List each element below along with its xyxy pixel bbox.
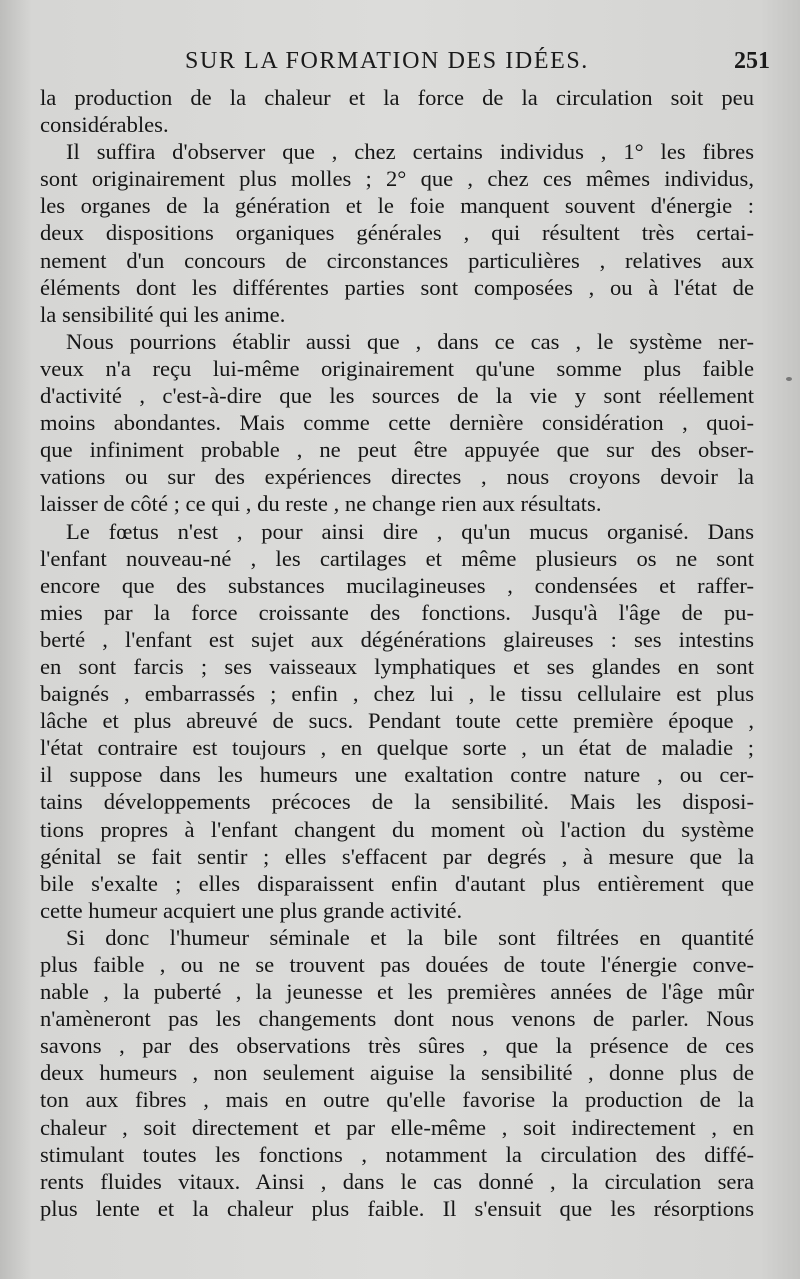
body-text xyxy=(40,84,754,1222)
text-line: d'activité , c'est-à-dire que les sources de la vie y sont réellement xyxy=(40,383,754,409)
text-line: la sensibilité qui les anime. xyxy=(40,301,286,327)
running-title: SUR LA FORMATION DES IDÉES. xyxy=(185,48,589,74)
text-line: l'état contraire est toujours , en quelque sorte , un état de maladie ; xyxy=(40,735,754,761)
text-line: laisser de côté ; ce qui , du reste , ne change rien aux résultats. xyxy=(40,491,602,517)
text-line: il suppose dans les humeurs une exaltation contre nature , ou cer- xyxy=(40,762,754,788)
text-line: nement d'un concours de circonstances particulières , relatives aux xyxy=(40,247,754,273)
text-line: bile s'exalte ; elles disparaissent enfin d'autant plus entièrement que xyxy=(40,870,754,896)
text-line: plus faible , ou ne se trouvent pas douées de toute l'énergie conve- xyxy=(40,952,754,977)
text-line: la production de la chaleur et la force de la circulation soit peu xyxy=(40,85,754,110)
text-line: génital se fait sentir ; elles s'effacent par degrés , à mesure que la xyxy=(40,843,754,869)
paragraph xyxy=(40,84,754,138)
text-line: n'amèneront pas les changements dont nous venons de parler. Nous xyxy=(40,1006,754,1032)
text-line: sont originairement plus molles ; 2° que , chez ces mêmes individus, xyxy=(40,166,754,192)
text-line: encore que des substances mucilagineuses , condensées et raffer- xyxy=(40,572,754,598)
text-line: moins abondantes. Mais comme cette dernière considération , quoi- xyxy=(40,410,754,436)
text-line: lâche et plus abreuvé de sucs. Pendant toute cette première époque , xyxy=(40,708,754,734)
margin-speck xyxy=(786,377,792,381)
text-line: éléments dont les différentes parties sont composées , ou à l'état de xyxy=(40,274,754,300)
text-line: tains développements précoces de la sensibilité. Mais les disposi- xyxy=(40,789,754,815)
paragraph xyxy=(40,328,754,518)
text-line: Si donc l'humeur séminale et la bile sont filtrées en quantité xyxy=(66,924,754,950)
text-line: rents fluides vitaux. Ainsi , dans le cas donné , la circulation sera xyxy=(40,1168,754,1194)
text-line: veux n'a reçu lui-même originairement qu'une somme plus faible xyxy=(40,355,754,381)
text-line: cette humeur acquiert une plus grande activité. xyxy=(40,897,463,923)
paragraph xyxy=(40,924,754,1222)
text-line: ton aux fibres , mais en outre qu'elle favorise la production de la xyxy=(40,1087,754,1113)
text-line: considérables. xyxy=(40,112,169,138)
page-header xyxy=(40,44,770,80)
text-line: Il suffira d'observer que , chez certains individus , 1° les fibres xyxy=(66,139,754,165)
page-number: 251 xyxy=(734,48,770,74)
text-line: chaleur , soit directement et par elle-même , soit indirectement , en xyxy=(40,1114,754,1140)
text-line: que infiniment probable , ne peut être appuyée que sur des obser- xyxy=(40,437,754,463)
text-line: baignés , embarrassés ; enfin , chez lui , le tissu cellulaire est plus xyxy=(40,681,754,707)
text-line: stimulant toutes les fonctions , notamment la circulation des diffé- xyxy=(40,1141,754,1167)
paragraph xyxy=(40,138,754,328)
text-line: Nous pourrions établir aussi que , dans ce cas , le système ner- xyxy=(66,328,754,354)
text-line: plus lente et la chaleur plus faible. Il s'ensuit que les résorptions xyxy=(40,1195,754,1221)
text-line: en sont farcis ; ses vaisseaux lymphatiques et ses glandes en sont xyxy=(40,653,754,679)
text-line: les organes de la génération et le foie manquent souvent d'énergie : xyxy=(40,193,754,219)
text-line: tions propres à l'enfant changent du moment où l'action du système xyxy=(40,816,754,842)
text-line: nable , la puberté , la jeunesse et les premières années de l'âge mûr xyxy=(40,979,754,1005)
text-line: deux humeurs , non seulement aiguise la sensibilité , donne plus de xyxy=(40,1060,754,1086)
text-line: vations ou sur des expériences directes , nous croyons devoir la xyxy=(40,464,754,490)
text-line: deux dispositions organiques générales , qui résultent très certai- xyxy=(40,220,754,246)
text-line: berté , l'enfant est sujet aux dégénérations glaireuses : ses intestins xyxy=(40,626,754,652)
text-line: savons , par des observations très sûres , que la présence de ces xyxy=(40,1033,754,1059)
paragraph xyxy=(40,518,754,924)
text-line: Le fœtus n'est , pour ainsi dire , qu'un mucus organisé. Dans xyxy=(66,518,754,544)
text-line: l'enfant nouveau-né , les cartilages et même plusieurs os ne sont xyxy=(40,545,754,571)
text-line: mies par la force croissante des fonctions. Jusqu'à l'âge de pu- xyxy=(40,599,754,625)
